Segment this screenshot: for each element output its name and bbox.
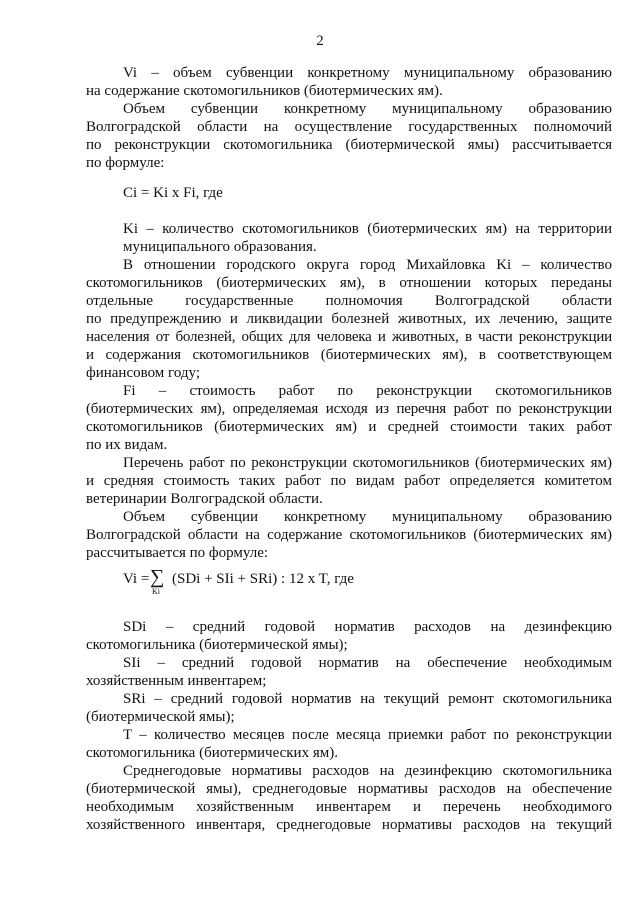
text-line: В отношении городского округа город Михайловка Ki – количество xyxy=(123,257,612,273)
text-line: финансовом году; xyxy=(86,365,201,381)
text-line: Волгоградской области на осуществление государственных полномочий xyxy=(86,119,612,135)
text-line: Перечень работ по реконструкции скотомогильников (биотермических ям) xyxy=(123,455,612,471)
text-line: по реконструкции скотомогильника (биотермической ямы) рассчитывается xyxy=(86,137,612,153)
text-line: (биотермической ямы); xyxy=(86,709,235,725)
text-line: T – количество месяцев после месяца приемки работ по реконструкции xyxy=(123,727,612,743)
text-line: Волгоградской области на содержание скотомогильников (биотермических ям) xyxy=(86,527,612,543)
text-line: Среднегодовые нормативы расходов на дезинфекцию скотомогильника xyxy=(123,763,612,779)
text-line: необходимым хозяйственным инвентарем и перечень необходимого xyxy=(86,799,612,815)
text-line: (биотермической ямы), среднегодовые нормативы расходов на обеспечение xyxy=(86,781,612,797)
text-line: скотомогильников (биотермических ям), в отношении которых переданы xyxy=(86,275,612,291)
text-line: скотомогильников (биотермических ям) и средней стоимости таких работ xyxy=(86,419,612,435)
text-line: хозяйственного инвентаря, среднегодовые нормативы расходов на текущий xyxy=(86,817,612,833)
text-line: SDi – средний годовой норматив расходов на дезинфекцию xyxy=(123,619,612,635)
text-line: отдельные государственные полномочия Волгоградской области xyxy=(86,293,612,309)
formula-v-rhs: (SDi + SIi + SRi) : 12 x T, где xyxy=(172,571,354,587)
formula-v-lhs: Vi = xyxy=(123,571,150,587)
text-line: рассчитывается по формуле: xyxy=(86,545,269,561)
text-line: населения от болезней, общих для человека и животных, в части реконструкции xyxy=(86,329,612,345)
text-line: SRi – средний годовой норматив на текущий ремонт скотомогильника xyxy=(123,691,612,707)
text-line: скотомогильника (биотермических ям). xyxy=(86,745,338,761)
text-line: Ki – количество скотомогильников (биотермических ям) на территории xyxy=(123,221,612,237)
text-line: по предупреждению и ликвидации болезней животных, их лечению, защите xyxy=(86,311,612,327)
text-line: по их видам. xyxy=(86,437,168,453)
text-line: SIi – средний годовой норматив на обеспечение необходимым xyxy=(123,655,612,671)
formula-c: Ci = Ki x Fi, где xyxy=(123,185,223,201)
text-line: и средняя стоимость таких работ по видам работ определяется комитетом xyxy=(86,473,612,489)
text-line: ветеринарии Волгоградской области. xyxy=(86,491,323,507)
sum-subscript: Ki xyxy=(152,587,160,596)
text-line: Объем субвенции конкретному муниципальному образованию xyxy=(123,101,612,117)
page-number: 2 xyxy=(316,33,324,49)
text-line: по формуле: xyxy=(86,155,165,171)
text-line: Fi – стоимость работ по реконструкции скотомогильников xyxy=(123,383,612,399)
text-line: Объем субвенции конкретному муниципальному образованию xyxy=(123,509,612,525)
text-line: хозяйственным инвентарем; xyxy=(86,673,267,689)
text-line: Vi – объем субвенции конкретному муниципальному образованию xyxy=(123,65,612,81)
text-line: на содержание скотомогильников (биотермических ям). xyxy=(86,83,443,99)
text-line: и содержания скотомогильников (биотермических ям), в соответствующем xyxy=(86,347,612,363)
text-line: (биотермических ям), определяемая исходя из перечня работ по реконструкции xyxy=(86,401,612,417)
text-line: скотомогильника (биотермической ямы); xyxy=(86,637,348,653)
sum-sign: ∑ xyxy=(150,566,165,588)
text-line: муниципального образования. xyxy=(123,239,317,255)
